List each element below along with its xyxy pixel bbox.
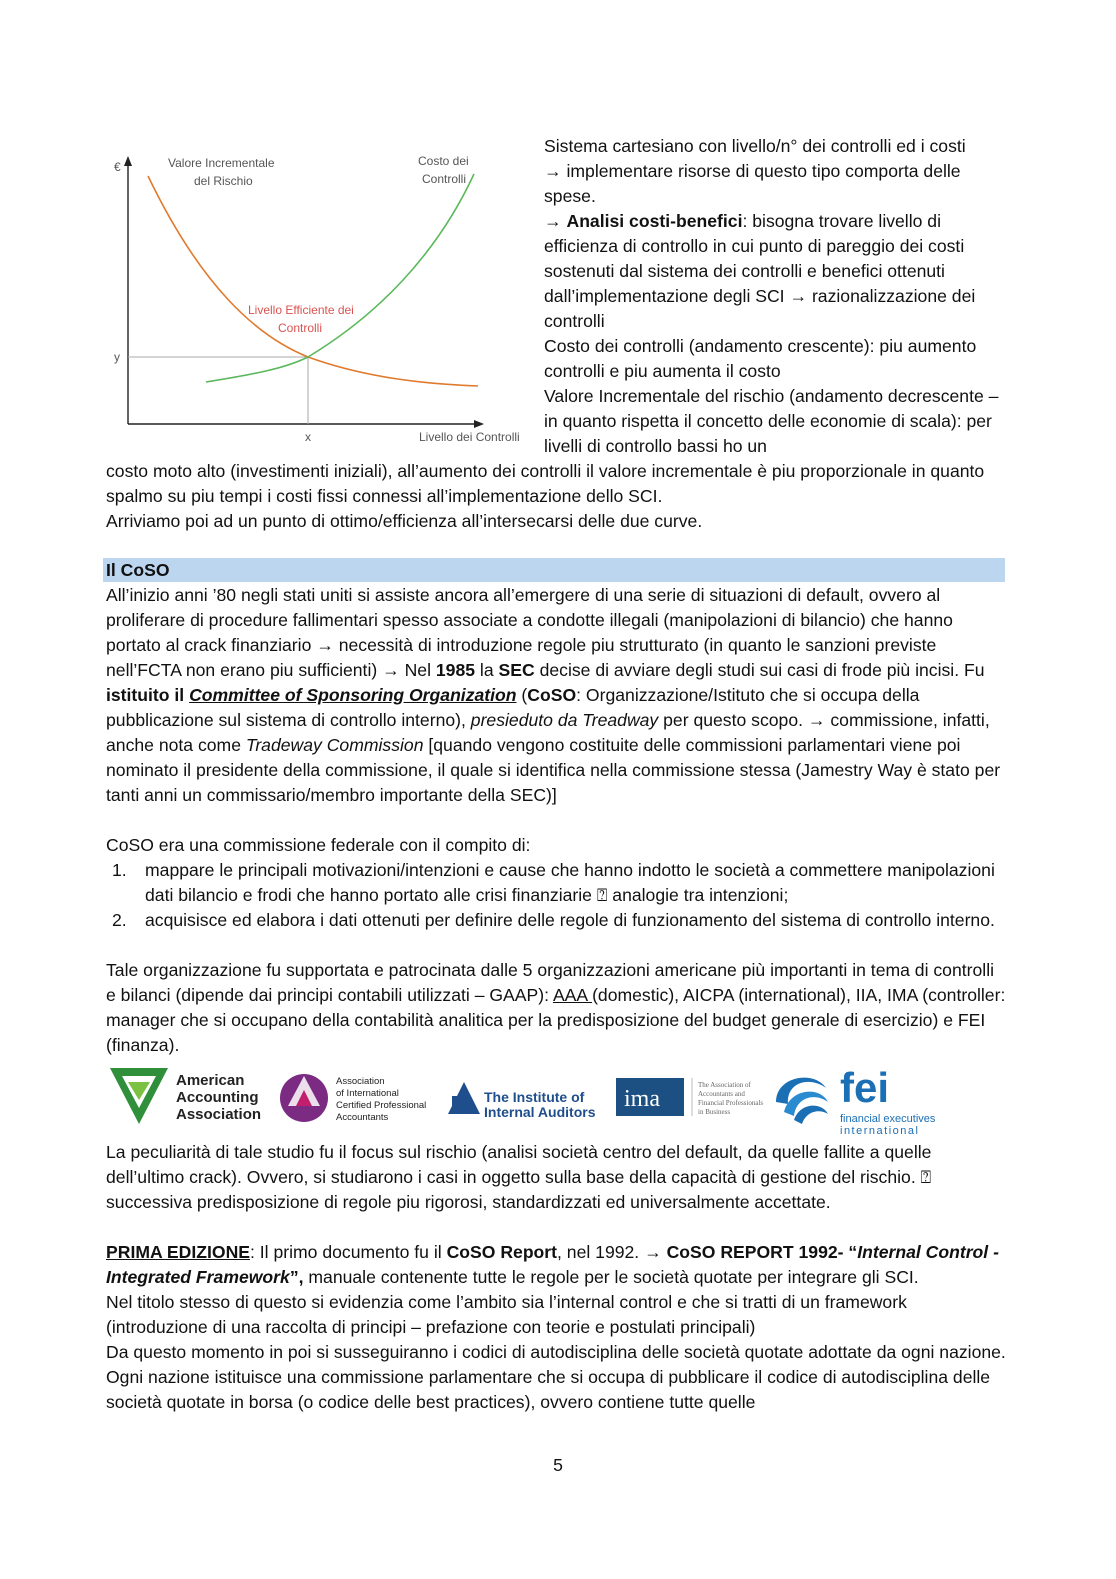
- coso-text-4: (: [516, 685, 528, 705]
- coso-paragraph: [106, 583, 1006, 808]
- iia-logo: [446, 1062, 612, 1138]
- coso-text-2: la: [475, 660, 499, 680]
- internal-control-title: Internal Control - Integrated Framework: [106, 1242, 999, 1287]
- coso-istituito: istituito il: [106, 685, 190, 705]
- coso-text-7: [quando vengono costituite delle commissioni parlamentari viene poi nominato il presidente della commissione, il quale si identifica nella commissione stessa (Jamestry Way è stato per tanti anni un commissario/membro importante della SEC)]: [106, 735, 1001, 805]
- prima-closing-quote: ”,: [289, 1267, 304, 1287]
- efficiency-annotation-1: Livello Efficiente dei: [248, 303, 354, 317]
- aaa-text-3: Association: [176, 1106, 262, 1123]
- list-text: acquisisce ed elabora i dati ottenuti per definire delle regole di funzionamento del sistema di controllo interno.: [145, 910, 995, 930]
- coso-tasks-list: [106, 858, 1006, 933]
- chart-description-continuation: costo moto alto (investimenti iniziali), all’aumento dei controlli il valore incrementale è piu proporzionale in quanto spalmo su piu tempi i costi fissi connessi all’implementazione dello SCI. Arriviamo poi ad un punto di ottimo/efficienza all’intersecarsi delle due curve.: [106, 461, 985, 531]
- prima-text-2: , nel 1992. →: [557, 1242, 667, 1262]
- list-item: [106, 908, 1006, 933]
- coso-sec: SEC: [498, 660, 535, 680]
- cost-benefit-term: Analisi costi-benefici: [566, 211, 743, 231]
- aaa-text-2: Accounting: [176, 1089, 259, 1106]
- org-text-2: (domestic), AICPA (international), IIA, IMA (controller: manager che si occupano della contabilità analitica per la predisposizione del budget generale di esercizio) e FEI (finanza).: [106, 985, 1006, 1055]
- section-heading: Il CoSO: [106, 560, 170, 580]
- aicpa-text-1: Association: [336, 1076, 385, 1087]
- coso-tasks-intro: CoSO era una commissione federale con il compito di:: [106, 835, 531, 855]
- chart-description: [544, 134, 1014, 459]
- list-text: mappare le principali motivazioni/intenzioni e cause che hanno indotto le società a commettere manipolazioni dati bilancio e frodi che hanno portato alle crisi finanziarie ⍰ analogie tra intenzioni;: [145, 860, 995, 905]
- fei-sub-1: financial executives: [840, 1113, 936, 1125]
- cost-curve-label-2: Controlli: [422, 172, 467, 186]
- list-number: 2.: [112, 910, 127, 930]
- coso-report-term: CoSO Report: [446, 1242, 558, 1262]
- fei-logo: [838, 1062, 948, 1138]
- coso-year: 1985: [435, 660, 476, 680]
- efficiency-annotation-2: Controlli: [278, 321, 323, 335]
- x-axis-arrow: [474, 420, 484, 428]
- ima-sub-4: in Business: [698, 1108, 731, 1116]
- coso-text-3: decise di avviare degli studi sui casi di frode più incisi. Fu: [534, 660, 985, 680]
- prima-edizione-label: PRIMA EDIZIONE: [106, 1242, 251, 1262]
- prima-edizione-paragraph: [106, 1240, 1006, 1415]
- org-text-1: Tale organizzazione fu supportata e patrocinata dalle 5 organizzazioni americane più importanti in tema di controlli e bilanci (dipende dai principi contabili utilizzati – GAAP):: [106, 960, 995, 1005]
- y-marker-label: y: [114, 350, 120, 364]
- aicpa-logo: [278, 1062, 442, 1138]
- sponsor-logos: [106, 1062, 1006, 1138]
- cost-curve: [206, 174, 474, 382]
- coso-report-1992: CoSO REPORT 1992- “: [666, 1242, 858, 1262]
- x-axis-label: Livello dei Controlli: [419, 430, 520, 444]
- aaa-text-1: American: [176, 1072, 245, 1089]
- coso-acronym: CoSO: [527, 685, 577, 705]
- organizations-paragraph: [106, 958, 1006, 1058]
- iia-text-1: The Institute of: [484, 1089, 585, 1105]
- fei-swirl-logo: [770, 1062, 832, 1138]
- side-line-1: Sistema cartesiano con livello/n° dei controlli ed i costi: [544, 136, 966, 156]
- ima-sub-1: The Association of: [698, 1081, 751, 1089]
- ima-sub-3: Financial Professionals: [698, 1099, 764, 1107]
- iia-text-2: Internal Auditors: [484, 1104, 596, 1120]
- fei-sub-2: international: [840, 1125, 920, 1137]
- ima-logo: [614, 1062, 774, 1138]
- risk-curve-label-1: Valore Incrementale: [168, 156, 275, 170]
- side-arrow: →: [544, 211, 567, 231]
- aicpa-text-4: Accountants: [336, 1112, 389, 1123]
- coso-treadway: presieduto da Treadway: [470, 710, 659, 730]
- list-number: 1.: [112, 860, 127, 880]
- coso-text-5: : Organizzazione/Istituto che si occupa della pubblicazione sul sistema di controllo interno),: [106, 685, 920, 730]
- cost-risk-chart: [106, 146, 536, 452]
- side-line-5: Valore Incrementale del rischio (andamento decrescente – in quanto rispetta il concetto delle economie di scala): per livelli di controllo bassi ho un: [544, 386, 999, 456]
- aicpa-text-2: of International: [336, 1088, 399, 1099]
- focus-paragraph: La peculiarità di tale studio fu il focus sul rischio (analisi società centro del default, da quelle fallite a quelle dell’ultimo crack). Ovvero, si studiarono i casi in oggetto sulla base della capacità di gestione del rischio. ⍰ successiva predisposizione di regole piu rigorosi, standardizzati ed universalmente accettate.: [106, 1142, 932, 1212]
- coso-text-6: per questo scopo. → commissione, infatti, anche nota come: [106, 710, 990, 755]
- y-axis-label: €: [114, 160, 121, 174]
- coso-tradeway: Tradeway Commission: [245, 735, 424, 755]
- page-number: 5: [553, 1455, 563, 1475]
- chart-axes: [124, 156, 484, 428]
- coso-text-1: All’inizio anni ’80 negli stati uniti si assiste ancora all’emergere di una serie di situazioni di default, ovvero al proliferare di procedure fallimentari spesso associate a condotte illegali (manipolazioni di bilancio) che hanno portato al crack finanziario → necessità di introduzione regole piu strutturato (in quanto le sanzioni previste nell’FCTA non erano piu sufficienti) → Nel: [106, 585, 953, 680]
- prima-text-3: manuale contenente tutte le regole per le società quotate per integrare gli SCI.: [303, 1267, 919, 1287]
- risk-curve-label-2: del Rischio: [194, 174, 253, 188]
- x-marker-label: x: [305, 430, 311, 444]
- ima-text: ima: [624, 1086, 660, 1112]
- section-heading-band: [103, 558, 1005, 582]
- side-line-2: → implementare risorse di questo tipo comporta delle spese.: [544, 161, 961, 206]
- ima-sub-2: Accountants and: [698, 1090, 745, 1098]
- aicpa-text-3: Certified Professional: [336, 1100, 427, 1111]
- side-line-3: [544, 211, 975, 331]
- side-line-4: Costo dei controlli (andamento crescente): piu aumento controlli e piu aumenta il costo: [544, 336, 977, 381]
- cost-curve-label-1: Costo dei: [418, 154, 469, 168]
- org-aaa: AAA: [552, 985, 593, 1005]
- coso-committee-name: Committee of Sponsoring Organization: [189, 685, 517, 705]
- prima-rest: Nel titolo stesso di questo si evidenzia come l’ambito sia l’internal control e che si tratti di un framework (introduzione di una raccolta di principi – prefazione con teorie e postulati principali) Da questo momento in poi si susseguiranno i codici di autodisciplina delle società quotate adottate da ogni nazione. Ogni nazione istituisce una commissione parlamentare che si occupa di pubblicare il codice di autodisciplina delle società quotate in borsa (o codice delle best practices), ovvero contiene tutte quelle: [106, 1292, 1006, 1412]
- y-axis-arrow: [124, 156, 132, 166]
- side-line-3-text: : bisogna trovare livello di efficienza di controllo in cui punto di pareggio dei costi sostenuti dal sistema dei controlli e benefici ottenuti dall’implementazione degli SCI → razionalizzazione dei controlli: [544, 211, 976, 331]
- list-item: [106, 858, 1006, 908]
- fei-text: fei: [840, 1064, 890, 1111]
- prima-text-1: : Il primo documento fu il: [250, 1242, 447, 1262]
- aaa-logo: [106, 1062, 274, 1138]
